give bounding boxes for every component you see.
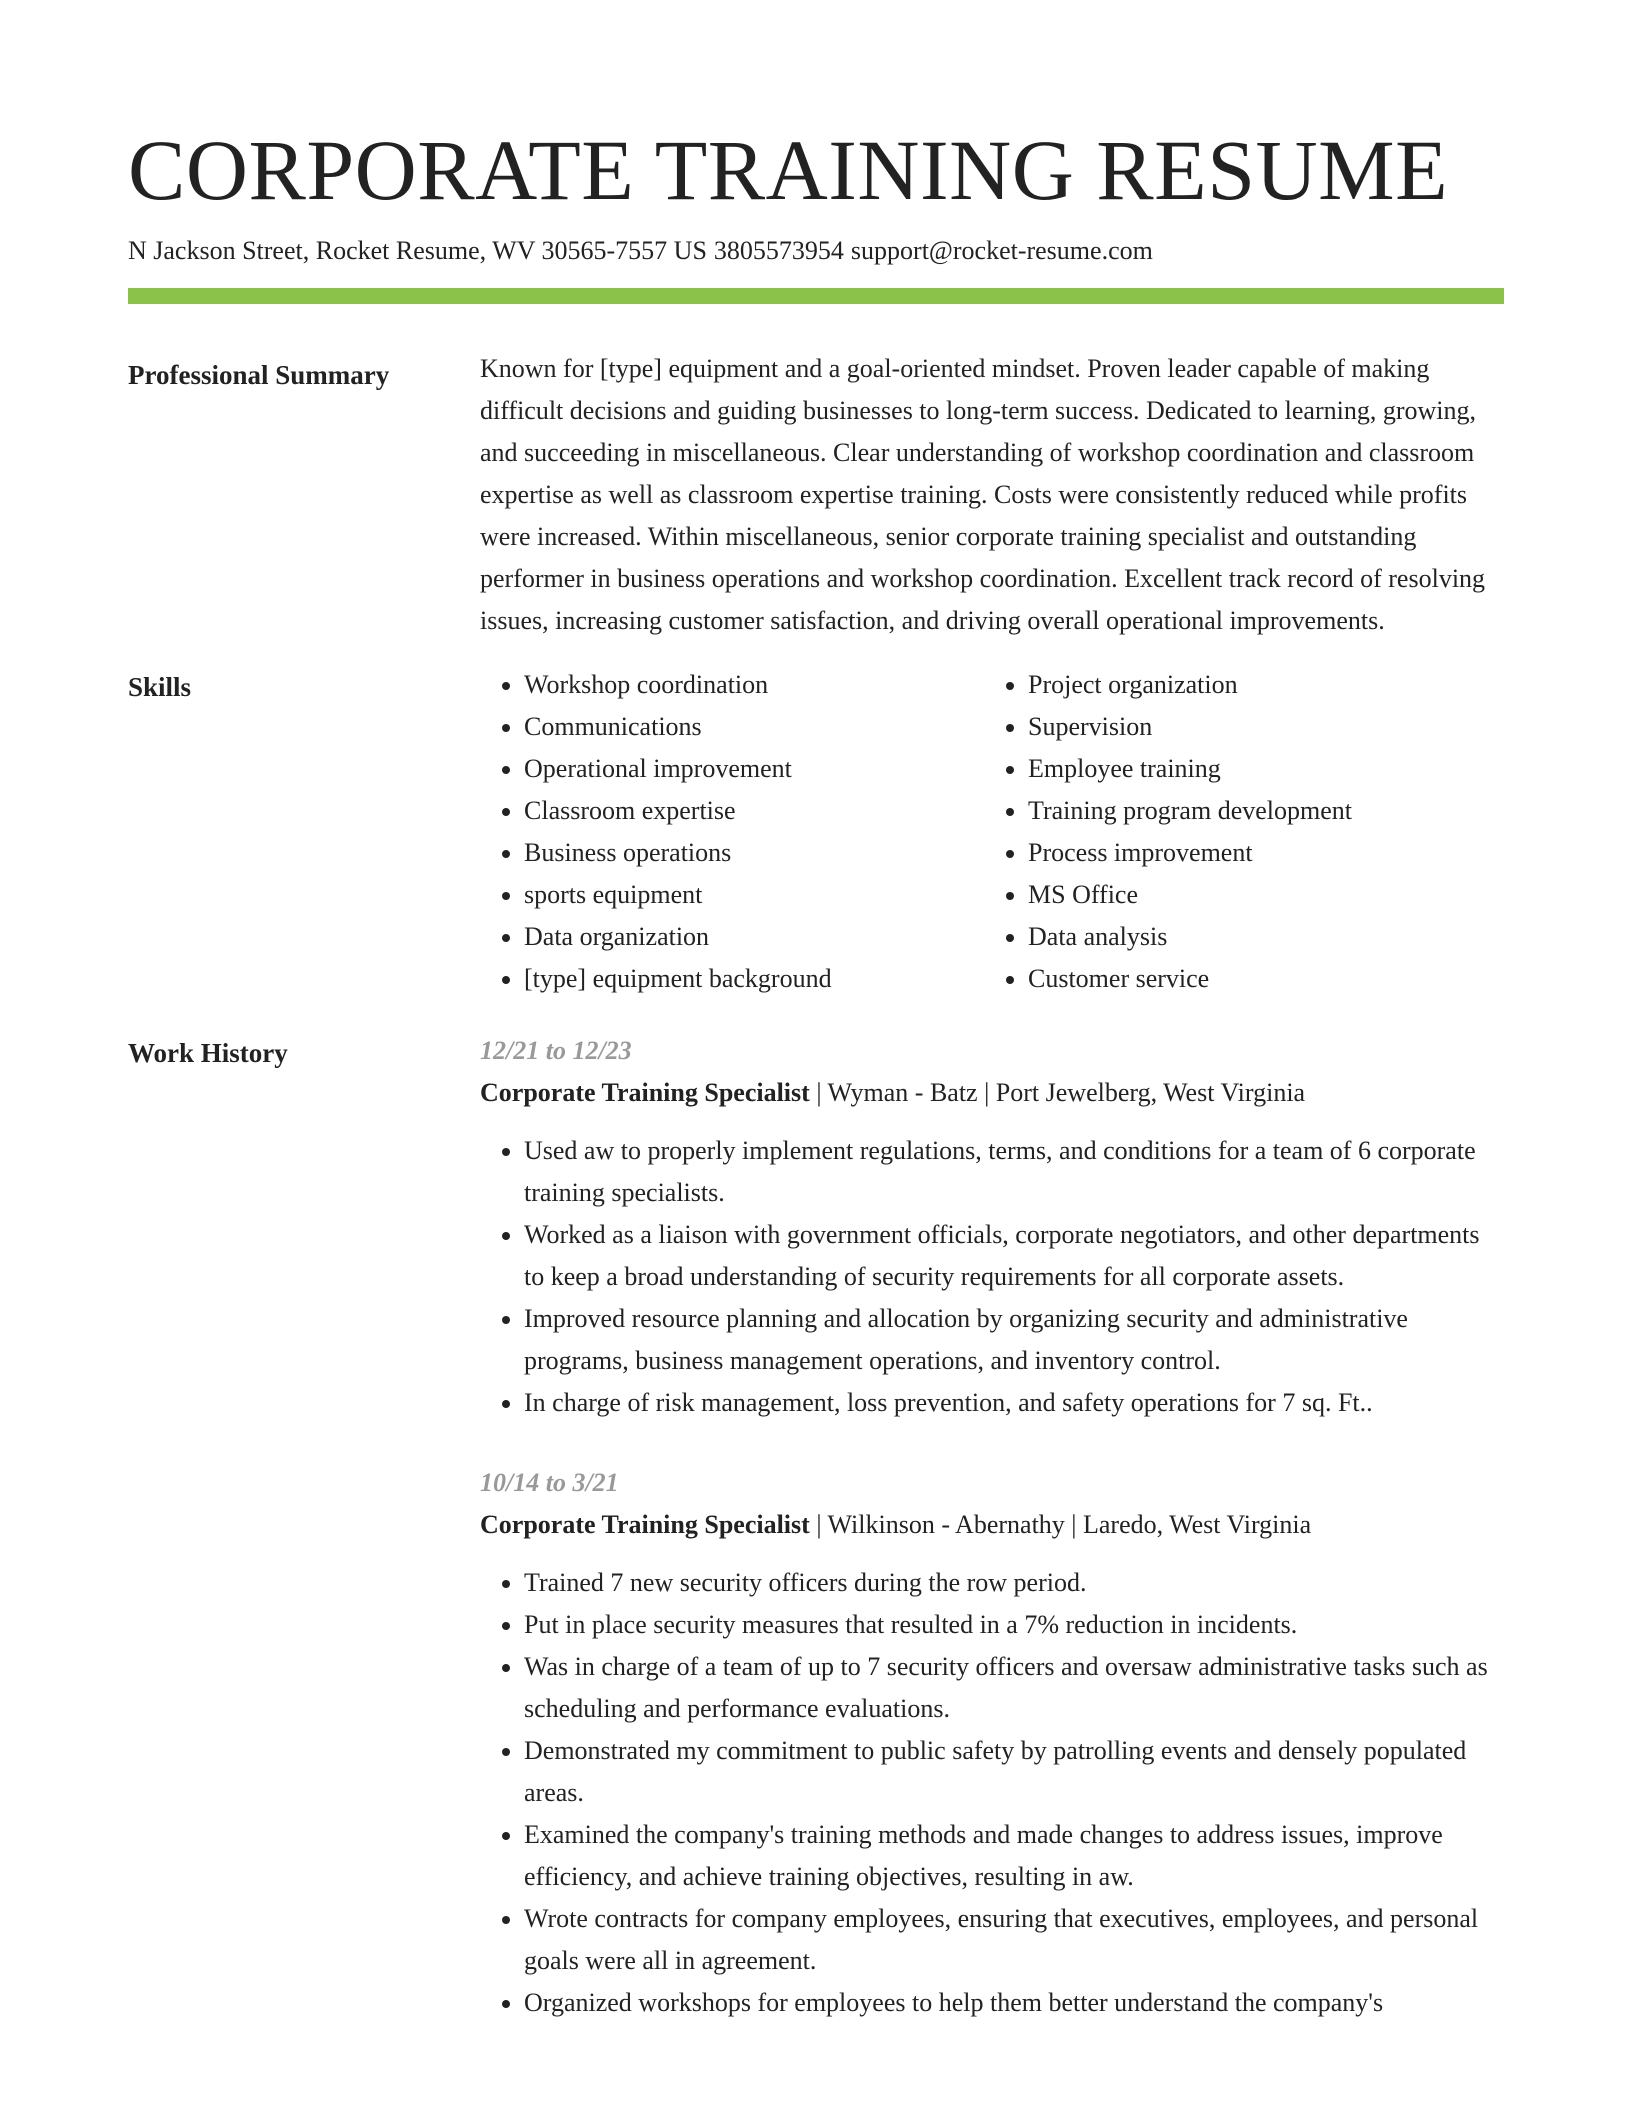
- contact-address: N Jackson Street, Rocket Resume, WV 30565-7557 US: [128, 236, 707, 265]
- job-bullet: • Improved resource planning and allocation by organizing security and administrative programs, business management operations, and inventory control.: [524, 1298, 1504, 1382]
- skill-item: • Supervision: [1028, 706, 1488, 748]
- skill-item: • [type] equipment background: [524, 958, 984, 1000]
- job-bullet: • Wrote contracts for company employees, ensuring that executives, employees, and personal goals were all in agreement.: [524, 1898, 1504, 1982]
- job-bullet: • Organized workshops for employees to help them better understand the company's: [524, 1982, 1504, 2024]
- resume-title: CORPORATE TRAINING RESUME: [128, 122, 1449, 218]
- skill-item: • Process improvement: [1028, 832, 1488, 874]
- summary-text: Known for [type] equipment and a goal-oriented mindset. Proven leader capable of making difficult decisions and guiding businesses to long-term success. Dedicated to learning, growing, and succeeding in miscellaneous. Clear understanding of workshop coordination and classroom expertise as well as classroom expertise training. Costs were consistently reduced while profits were increased. Within miscellaneous, senior corporate training specialist and outstanding performer in business operations and workshop coordination. Excellent track record of resolving issues, increasing customer satisfaction, and driving overall operational improvements.: [480, 354, 1486, 635]
- accent-divider: [128, 288, 1504, 304]
- work-history-section: [128, 1032, 1504, 2064]
- job-dates: 12/21 to 12/23: [480, 1036, 632, 1065]
- skill-item: • Business operations: [524, 832, 984, 874]
- skill-item: • Classroom expertise: [524, 790, 984, 832]
- job-entry: [480, 1462, 1504, 2024]
- job-bullets: [480, 1130, 1504, 1424]
- job-bullet: • Examined the company's training methods and made changes to address issues, improve efficiency, and achieve training objectives, resulting in aw.: [524, 1814, 1504, 1898]
- contact-email: support@rocket-resume.com: [850, 236, 1153, 265]
- skill-item: • Customer service: [1028, 958, 1488, 1000]
- skills-list-right: [984, 664, 1488, 1000]
- skill-item: • MS Office: [1028, 874, 1488, 916]
- job-position: Corporate Training Specialist: [480, 1510, 810, 1539]
- job-bullet: • Was in charge of a team of up to 7 security officers and oversaw administrative tasks such as scheduling and performance evaluations.: [524, 1646, 1504, 1730]
- job-dates: 10/14 to 3/21: [480, 1468, 619, 1497]
- summary-heading: Professional Summary: [128, 360, 390, 390]
- job-position: Corporate Training Specialist: [480, 1078, 810, 1107]
- resume-page: [128, 0, 1504, 2064]
- skill-item: • Communications: [524, 706, 984, 748]
- job-entry: [480, 1030, 1504, 1424]
- job-bullet: • Put in place security measures that resulted in a 7% reduction in incidents.: [524, 1604, 1504, 1646]
- skill-item: • Employee training: [1028, 748, 1488, 790]
- job-bullets: [480, 1562, 1504, 2024]
- work-history-heading: Work History: [128, 1038, 288, 1068]
- contact-phone: 3805573954: [713, 236, 844, 265]
- skills-heading: Skills: [128, 672, 192, 702]
- skill-item: • Data organization: [524, 916, 984, 958]
- job-bullet: • Trained 7 new security officers during the row period.: [524, 1562, 1504, 1604]
- skill-item: • sports equipment: [524, 874, 984, 916]
- skill-item: • Data analysis: [1028, 916, 1488, 958]
- job-header: [480, 1072, 1504, 1114]
- summary-section: [128, 354, 1504, 642]
- job-bullet: • Demonstrated my commitment to public safety by patrolling events and densely populated areas.: [524, 1730, 1504, 1814]
- skills-list-left: [480, 664, 984, 1000]
- contact-line: [128, 234, 1504, 268]
- skill-item: • Workshop coordination: [524, 664, 984, 706]
- skill-item: • Operational improvement: [524, 748, 984, 790]
- job-details: | Wyman - Batz | Port Jewelberg, West Virginia: [809, 1078, 1306, 1107]
- skill-item: • Training program development: [1028, 790, 1488, 832]
- skills-section: [128, 666, 1504, 1000]
- job-bullet: • In charge of risk management, loss prevention, and safety operations for 7 sq. Ft..: [524, 1382, 1504, 1424]
- job-header: [480, 1504, 1504, 1546]
- job-bullet: • Worked as a liaison with government officials, corporate negotiators, and other departments to keep a broad understanding of security requirements for all corporate assets.: [524, 1214, 1504, 1298]
- job-bullet: • Used aw to properly implement regulations, terms, and conditions for a team of 6 corporate training specialists.: [524, 1130, 1504, 1214]
- skill-item: • Project organization: [1028, 664, 1488, 706]
- job-details: | Wilkinson - Abernathy | Laredo, West Virginia: [809, 1510, 1312, 1539]
